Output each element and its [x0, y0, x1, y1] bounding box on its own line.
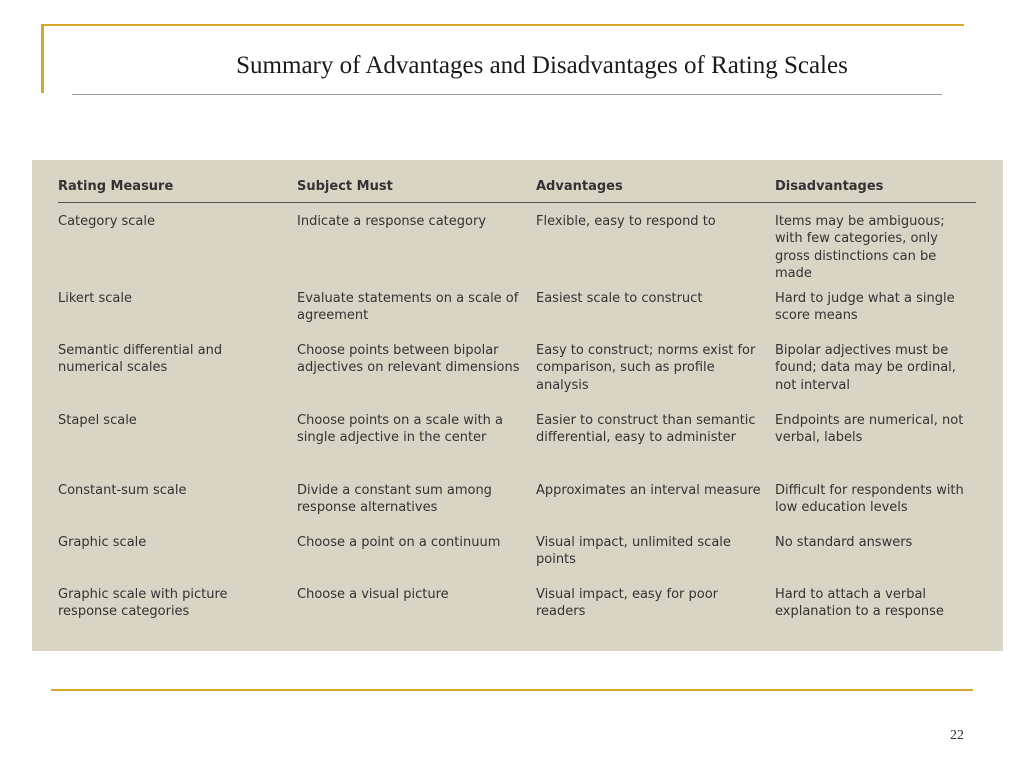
cell-rating-measure: Semantic differential and numerical scales	[58, 342, 223, 375]
cell-disadvantages: Endpoints are numerical, not verbal, labels	[775, 412, 964, 445]
cell-subject-must: Indicate a response category	[297, 213, 487, 229]
cell-advantages: Visual impact, unlimited scale points	[536, 534, 731, 567]
table-row	[58, 534, 976, 586]
cell-subject-must: Choose a point on a continuum	[297, 534, 501, 550]
cell-rating-measure: Constant-sum scale	[58, 482, 187, 498]
cell-rating-measure: Graphic scale with picture response categories	[58, 586, 228, 619]
cell-subject-must: Choose a visual picture	[297, 586, 449, 602]
cell-subject-must: Choose points between bipolar adjectives on relevant dimensions	[297, 342, 520, 375]
header-advantages: Advantages	[536, 176, 775, 202]
page-number: 22	[950, 728, 964, 743]
slide-title: Summary of Advantages and Disadvantages of Rating Scales	[236, 52, 848, 79]
cell-subject-must: Choose points on a scale with a single adjective in the center	[297, 412, 503, 445]
cell-advantages: Flexible, easy to respond to	[536, 213, 716, 229]
table-row	[58, 586, 976, 626]
table-row	[58, 482, 976, 534]
cell-rating-measure: Stapel scale	[58, 412, 137, 428]
table-row	[58, 290, 976, 342]
cell-rating-measure: Likert scale	[58, 290, 132, 306]
rating-scales-table	[58, 176, 976, 626]
cell-advantages: Visual impact, easy for poor readers	[536, 586, 719, 619]
cell-disadvantages: Hard to attach a verbal explanation to a response	[775, 586, 944, 619]
cell-advantages: Easier to construct than semantic differential, easy to administer	[536, 412, 756, 445]
table-row	[58, 342, 976, 412]
cell-subject-must: Divide a constant sum among response alternatives	[297, 482, 492, 515]
header-subject-must: Subject Must	[297, 176, 536, 202]
cell-advantages: Approximates an interval measure	[536, 482, 761, 498]
cell-rating-measure: Graphic scale	[58, 534, 147, 550]
cell-advantages: Easiest scale to construct	[536, 290, 703, 306]
top-accent-rule	[41, 24, 964, 26]
cell-rating-measure: Category scale	[58, 213, 156, 229]
table-row	[58, 202, 976, 290]
cell-disadvantages: Items may be ambiguous; with few categories, only gross distinctions can be made	[775, 213, 945, 281]
cell-advantages: Easy to construct; norms exist for comparison, such as profile analysis	[536, 342, 756, 393]
header-rating-measure: Rating Measure	[58, 176, 297, 202]
title-underline	[72, 94, 942, 95]
cell-disadvantages: Difficult for respondents with low education levels	[775, 482, 964, 515]
cell-disadvantages: No standard answers	[775, 534, 913, 550]
table-panel	[32, 160, 1003, 651]
cell-disadvantages: Hard to judge what a single score means	[775, 290, 955, 323]
table-row	[58, 412, 976, 482]
header-disadvantages: Disadvantages	[775, 176, 976, 202]
cell-subject-must: Evaluate statements on a scale of agreement	[297, 290, 519, 323]
bottom-accent-rule	[51, 689, 973, 691]
table-header-row	[58, 176, 976, 202]
cell-disadvantages: Bipolar adjectives must be found; data may be ordinal, not interval	[775, 342, 956, 393]
